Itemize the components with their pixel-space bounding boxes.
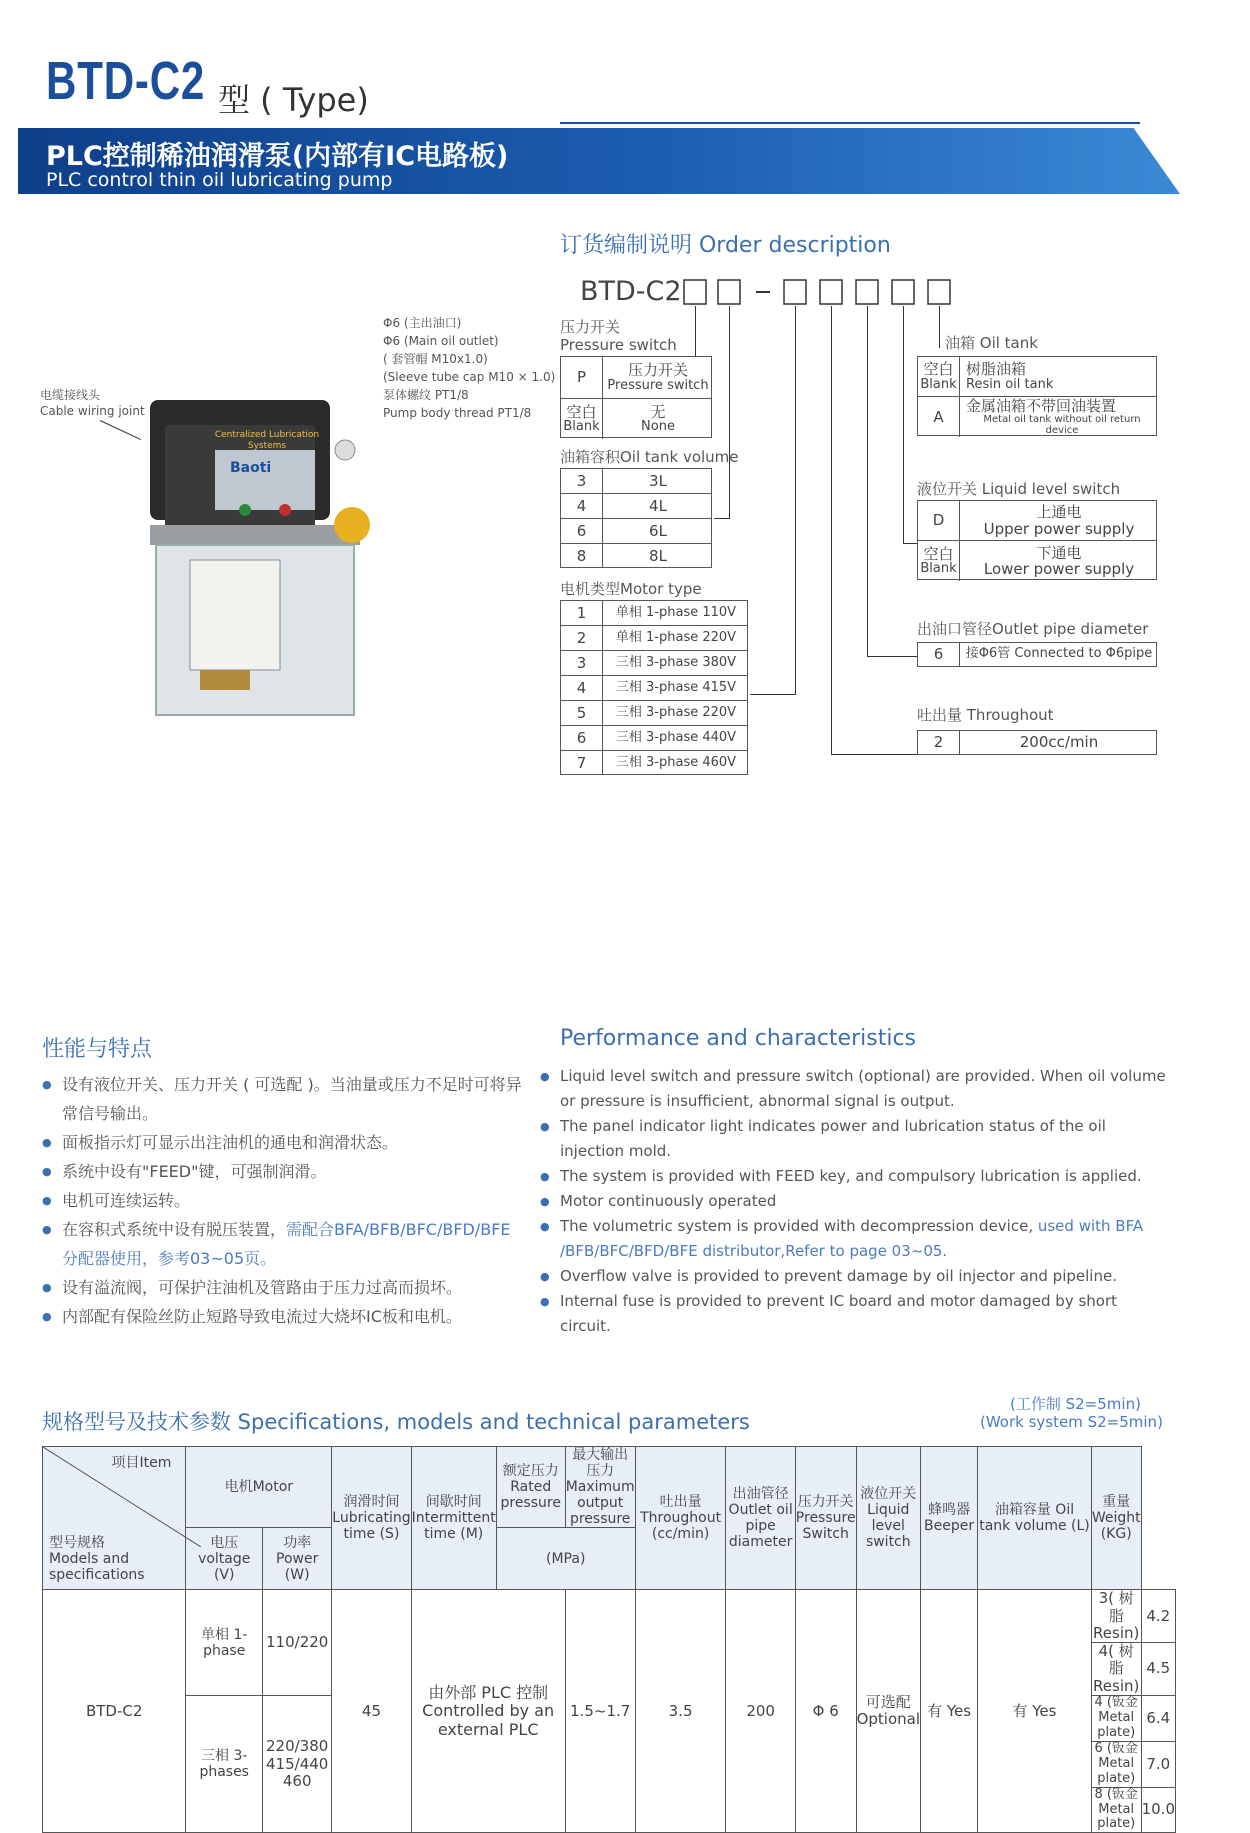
features-list-en [540,1064,1170,1339]
panel-title: Centralized Lubrication Systems [214,430,320,451]
option-code: 3 [561,651,603,675]
option-value: 三相 3-phase 220V [615,704,737,720]
option-code: 2 [918,731,960,754]
feature-item: ● 设有液位开关、压力开关 ( 可选配 )。当油量或压力不足时可将异常信号输出。 [42,1070,522,1128]
beeper-cell: 有 Yes [978,1590,1092,1833]
connector [831,754,917,755]
throughput-cell: 200 [726,1590,795,1833]
phase3-cell: 三相 3-phases [186,1695,263,1832]
outlet-title: 出油口管径Outlet pipe diameter [917,620,1149,638]
features-title-en: Performance and characteristics [560,1026,917,1051]
header-weight: 重量 Weight (KG) [1091,1447,1141,1590]
sleeve-label-cn: ( 套管帽 M10x1.0) [383,352,488,366]
rated-cell: 1.5~1.7 [565,1590,635,1833]
option-code: 7 [561,751,603,775]
option-en: Lower power supply [983,560,1135,578]
max-cell: 3.5 [635,1590,726,1833]
phase1-cell: 单相 1-phase [186,1590,263,1696]
voltage1-cell: 110/220 [263,1590,332,1696]
option-cn: 树脂油箱 [966,360,1027,379]
throughput-table [917,730,1157,755]
thread-label-cn: 泵体螺纹 PT1/8 [383,388,469,402]
option-code: 5 [561,701,603,725]
feature-item: ● 在容积式系统中设有脱压装置，需配合BFA/BFB/BFC/BFD/BFE分配器使用，参考03~05页。 [42,1215,522,1273]
header-tank: 油箱容量 Oil tank volume (L) [978,1447,1092,1590]
work-system-cn: (工作制 S2=5min) [1010,1395,1141,1413]
header-motor: 电机Motor [186,1447,332,1528]
option-code-en: Blank [920,561,957,577]
thread-label-en: Pump body thread PT1/8 [383,406,532,420]
option-cn: 压力开关 [627,361,688,380]
motor-type-table [560,600,748,775]
weight-cell: 6.4 [1141,1695,1175,1741]
level-switch-table [917,500,1157,580]
option-code: 6 [918,643,960,666]
feature-item: ● 系统中设有"FEED"键，可强制润滑。 [42,1157,522,1186]
features-title-cn: 性能与特点 [42,1037,153,1062]
outlet-table [917,642,1157,667]
level-switch-title: 液位开关 Liquid level switch [917,480,1121,498]
option-en: None [641,419,675,435]
option-code: 4 [561,676,603,700]
option-en: Metal oil tank without oil return device [983,414,1141,437]
pressure-switch-table [560,356,712,438]
header-pressure-switch: 压力开关 Pressure Switch [795,1447,856,1590]
option-code: P [561,357,603,398]
header-int-time: 间歇时间 Intermittent time (M) [411,1447,496,1590]
tank-volume-table [560,468,712,568]
panel-brand: Baoti [230,460,272,476]
weight-cell: 4.5 [1141,1643,1175,1696]
option-value: 单相 1-phase 220V [615,629,737,645]
pump-photo [120,400,390,720]
option-code: 8 [561,544,603,568]
option-code-en: Blank [563,419,600,435]
option-code: 2 [561,626,603,650]
option-value: 三相 3-phase 380V [615,654,737,670]
order-title: 订货编制说明 Order description [560,233,891,258]
tank-cell: 3( 树脂 Resin) [1093,1589,1140,1642]
option-value: 三相 3-phase 440V [615,729,737,745]
feature-item: ● Internal fuse is provided to prevent IC board and motor damaged by short circuit. [540,1289,1170,1339]
tank-cell: 4 (钣金Metal plate) [1091,1695,1141,1741]
header-item: 项目Item 型号规格 Models and specifications [43,1447,186,1590]
cable-label-en: Cable wiring joint [40,404,145,418]
connector [903,543,917,544]
option-code: 6 [561,519,603,543]
header-power: 功率 Power (W) [263,1528,332,1590]
connector [903,306,904,544]
tank-volume-title: 油箱容积Oil tank volume [560,448,739,466]
outlet-cell: Φ 6 [795,1590,856,1833]
feature-item: ● Motor continuously operated [540,1189,1170,1214]
option-code: 3 [561,469,603,493]
oil-tank-table [917,356,1157,436]
option-value: 3L [649,471,667,490]
option-cn: 上通电 [1036,503,1082,521]
option-code-en: Blank [920,376,957,392]
connector [714,518,730,519]
feature-item: ● Liquid level switch and pressure switch (optional) are provided. When oil volume or pressure is insufficient, abnormal signal is output. [540,1064,1170,1114]
option-value: 200cc/min [1019,733,1099,752]
option-cn: 下通电 [1036,543,1082,562]
specs-title: 规格型号及技术参数 Specifications, models and technical parameters [42,1410,750,1434]
title-cn: PLC控制稀油润滑泵(内部有IC电路板) [46,141,509,172]
header-outlet: 出油管径 Outlet oil pipe diameter [726,1447,795,1590]
header-mpa: (MPa) [496,1528,635,1590]
voltage3-cell: 220/380 415/440 460 [263,1695,332,1832]
option-en: Resin oil tank [966,376,1054,392]
feature-item: ● The panel indicator light indicates power and lubrication status of the oil injection mold. [540,1114,1170,1164]
cable-label-cn: 电缆接线头 [40,388,101,402]
header-rule [560,122,1140,124]
option-code-cn: 空白 [566,402,597,421]
motor-type-title: 电机类型Motor type [560,580,702,598]
connector [867,656,917,657]
features-list-cn [42,1070,522,1331]
header-max-out: 最大输出压力 Maximum output pressure [565,1447,635,1528]
option-value: 三相 3-phase 460V [615,754,737,770]
header-lub-time: 润滑时间 Lubricating time (S) [332,1447,411,1590]
connector [939,306,940,348]
option-code: 4 [561,494,603,518]
feature-item: ● 电机可连续运转。 [42,1186,522,1215]
option-code: A [918,397,960,437]
feature-item: ● 面板指示灯可显示出注油机的通电和润滑状态。 [42,1128,522,1157]
connector [831,306,832,754]
header-voltage: 电压 voltage (V) [186,1528,263,1590]
option-value: 三相 3-phase 415V [615,679,737,695]
outlet-label-en: Φ6 (Main oil outlet) [383,334,499,348]
connector [695,306,696,356]
outlet-label-cn: Φ6 (主出油口) [383,316,462,330]
option-code: 1 [561,601,603,625]
connector [867,306,868,656]
tank-cell: 8 (钣金Metal plate) [1091,1787,1141,1833]
pressure-switch-title-en: Pressure switch [560,336,677,354]
power-cell: 45 [332,1590,411,1833]
oil-tank-title: 油箱 Oil tank [945,334,1038,352]
option-code: 6 [561,726,603,750]
option-en: Upper power supply [983,519,1135,538]
option-en: Pressure switch [607,377,709,393]
option-code-cn: 空白 [923,360,954,379]
option-cn: 无 [650,402,666,421]
tank-cell: 4( 树脂 Resin) [1093,1642,1140,1695]
option-value: 6L [649,521,667,540]
pressure-switch-cell: 可选配 Optional [856,1590,920,1833]
connector [729,306,730,518]
throughput-title: 吐出量 Throughout [917,706,1054,724]
type-label: 型 ( Type) [218,81,369,119]
weight-cell: 4.2 [1141,1590,1175,1643]
weight-cell: 7.0 [1141,1741,1175,1787]
header-throughput: 吐出量 Throughout (cc/min) [635,1447,726,1590]
title-en: PLC control thin oil lubricating pump [46,169,393,191]
work-system-en: (Work system S2=5min) [980,1413,1163,1431]
option-value: 单相 1-phase 110V [615,604,737,620]
plc-cell: 由外部 PLC 控制 Controlled by an external PLC [411,1590,565,1833]
tank-cell: 6 (钣金Metal plate) [1091,1741,1141,1787]
model-cell: BTD-C2 [43,1590,186,1833]
pressure-switch-title-cn: 压力开关 [560,318,621,336]
level-switch-cell: 有 Yes [921,1590,978,1833]
option-value: 8L [649,546,667,565]
weight-cell: 10.0 [1141,1787,1175,1833]
option-value: 接Φ6管 Connected to Φ6pipe [965,646,1153,662]
header-beeper: 蜂鸣器 Beeper [921,1447,978,1590]
sleeve-label-en: (Sleeve tube cap M10 × 1.0) [383,370,556,384]
option-code: D [918,501,960,540]
order-code: BTD-C2 [580,276,682,307]
model-title: BTD-C2 [46,51,206,111]
spec-table [42,1446,1176,1833]
feature-item: ● The system is provided with FEED key, and compulsory lubrication is applied. [540,1164,1170,1189]
feature-item: ● 内部配有保险丝防止短路导致电流过大烧坏IC板和电机。 [42,1302,522,1331]
header-level-switch: 液位开关 Liquid level switch [856,1447,920,1590]
feature-item: ● The volumetric system is provided with decompression device, used with BFA /BFB/BFC/BFD/BFE distributor,Refer to page 03~05. [540,1214,1170,1264]
option-cn: 金属油箱不带回油装置 [966,396,1117,415]
connector [795,306,796,694]
feature-item: ● 设有溢流阀，可保护注油机及管路由于压力过高而损坏。 [42,1273,522,1302]
option-value: 4L [649,496,667,515]
header-rated: 额定压力 Rated pressure [496,1447,565,1528]
connector [750,694,796,695]
order-code-slots [680,278,960,312]
option-code-cn: 空白 [923,544,954,563]
feature-item: ● Overflow valve is provided to prevent damage by oil injector and pipeline. [540,1264,1170,1289]
